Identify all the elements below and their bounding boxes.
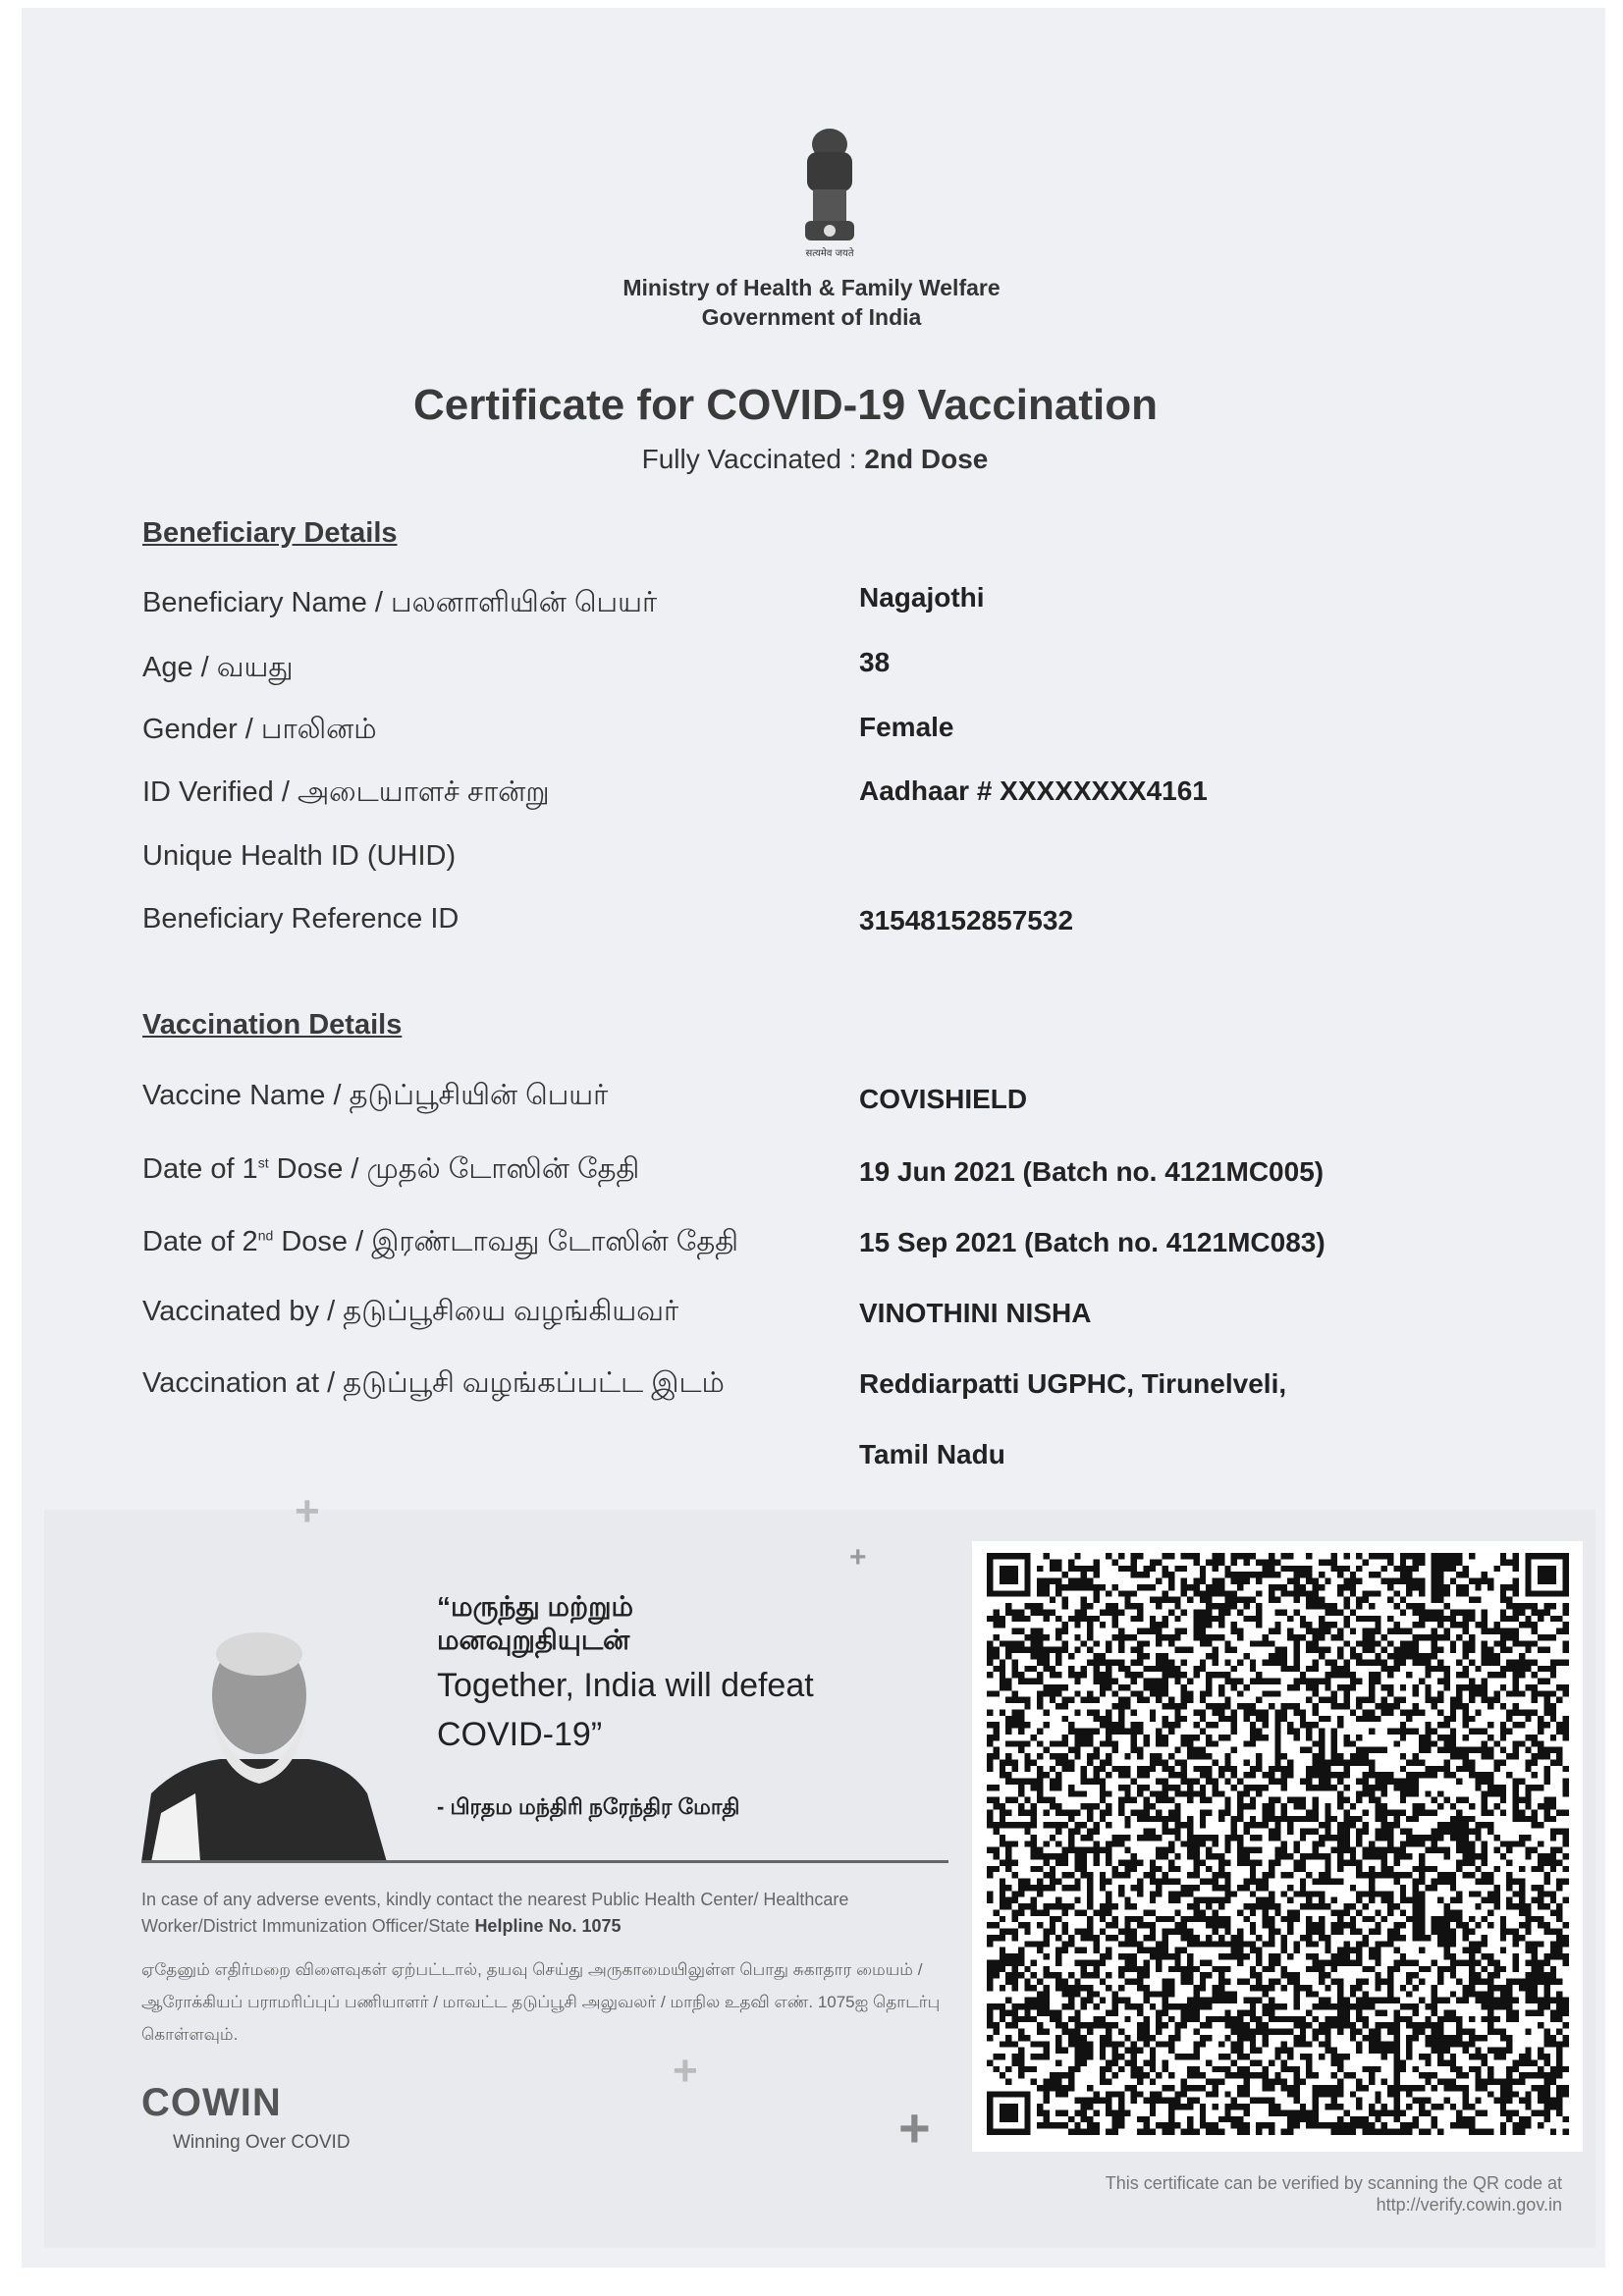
- adverse-events-notice: [141, 1887, 956, 1940]
- adverse-events-notice-tamil: ஏதேனும் எதிர்மறை விளைவுகள் ஏற்பட்டால், தயவு செய்து அருகாமையிலுள்ள பொது சுகாதார மையம் / ஆரோக்கியப் பராமரிப்புப் பணியாளர் / மாவட்ட தடுப்பூசி அலுவலர் / மாநில உதவி எண். 1075ஐ தொடர்பு கொள்ளவும்.: [141, 1960, 941, 2044]
- beneficiary-name-label: Beneficiary Name / பலனாளியின் பெயர்: [142, 587, 658, 618]
- dose1-label-text: Date of 1: [142, 1153, 258, 1185]
- divider: [141, 1860, 948, 1863]
- plus-decoration-icon: +: [898, 2097, 931, 2159]
- gender-label: Gender / பாலினம்: [142, 714, 377, 745]
- national-emblem-icon: [785, 123, 874, 260]
- id-verified-value: Aadhaar # XXXXXXXX4161: [859, 775, 1208, 806]
- vaccinated-by-value: VINOTHINI NISHA: [859, 1298, 1092, 1328]
- vaccination-at-value: Reddiarpatti UGPHC, Tirunelveli,: [859, 1368, 1287, 1399]
- vaccinated-by-label: Vaccinated by / தடுப்பூசியை வழங்கியவர்: [142, 1296, 679, 1327]
- certificate-title: Certificate for COVID-19 Vaccination: [413, 381, 1158, 429]
- status-label: Fully Vaccinated :: [641, 444, 865, 474]
- beneficiary-name-value: Nagajothi: [859, 582, 985, 613]
- quote-tamil-line2: மனவுறுதியுடன்: [437, 1625, 630, 1655]
- plus-decoration-icon: +: [849, 1541, 867, 1574]
- quote-attribution: - பிரதம மந்திரி நரேந்திர மோதி: [437, 1794, 740, 1819]
- helpline-number: Helpline No. 1075: [474, 1916, 622, 1936]
- qr-modules: [987, 1553, 1569, 2135]
- government-name: Government of India: [701, 304, 922, 330]
- vaccination-details-heading: Vaccination Details: [142, 1009, 403, 1041]
- adverse-events-text: In case of any adverse events, kindly contact the nearest Public Health Center/ Healthcare Worker/District Immunization Officer/State: [141, 1890, 849, 1936]
- quote-tamil-line1: “மருந்து மற்றும்: [437, 1591, 634, 1622]
- ministry-name: Ministry of Health & Family Welfare: [622, 275, 1001, 300]
- dose2-label-text: Date of 2: [142, 1226, 258, 1257]
- verify-instructions: This certificate can be verified by scanning the QR code at: [1105, 2173, 1562, 2193]
- id-verified-label: ID Verified / அடையாளச் சான்று: [142, 776, 550, 808]
- vaccination-status: [0, 444, 1623, 475]
- vaccination-at-label: Vaccination at / தடுப்பூசி வழங்கப்பட்ட இடம்: [142, 1367, 725, 1399]
- verification-qr-code: [987, 1553, 1569, 2135]
- dose1-label-sup: st: [257, 1154, 269, 1171]
- verification-note: [1106, 2172, 1562, 2216]
- dose1-date-label: [142, 1153, 639, 1189]
- dose1-label-rest: Dose / முதல் டோஸின் தேதி: [268, 1153, 640, 1185]
- dose2-date-value: 15 Sep 2021 (Batch no. 4121MC083): [859, 1227, 1325, 1257]
- gender-value: Female: [859, 712, 954, 742]
- vaccine-name-value: COVISHIELD: [859, 1084, 1028, 1114]
- vaccine-name-label: Vaccine Name / தடுப்பூசியின் பெயர்: [142, 1080, 609, 1111]
- plus-decoration-icon: +: [673, 2047, 698, 2095]
- cowin-logo: COWIN: [141, 2081, 282, 2124]
- age-label: Age / வயது: [142, 652, 294, 683]
- dose1-date-value: 19 Jun 2021 (Batch no. 4121MC005): [859, 1156, 1325, 1187]
- pm-quote: [437, 1590, 814, 1755]
- beneficiary-details-heading: Beneficiary Details: [142, 517, 398, 549]
- verify-url: http://verify.cowin.gov.in: [1376, 2195, 1562, 2215]
- cowin-tagline: Winning Over COVID: [173, 2132, 351, 2153]
- dose2-label-rest: Dose / இரண்டாவது டோஸின் தேதி: [273, 1226, 739, 1257]
- vaccination-at-state: Tamil Nadu: [859, 1439, 1005, 1469]
- uhid-label: Unique Health ID (UHID): [142, 840, 457, 872]
- plus-decoration-icon: +: [295, 1487, 320, 1535]
- quote-english-line1: Together, India will defeat: [437, 1667, 814, 1704]
- dose2-label-sup: nd: [257, 1227, 274, 1244]
- prime-minister-photo: [141, 1627, 387, 1862]
- reference-id-label: Beneficiary Reference ID: [142, 903, 460, 934]
- quote-english-line2: COVID-19”: [437, 1716, 603, 1753]
- emblem-motto: सत्यमेव जयते: [805, 248, 854, 259]
- dose2-date-label: [142, 1226, 738, 1261]
- age-value: 38: [859, 647, 891, 677]
- status-value: 2nd Dose: [864, 444, 989, 474]
- reference-id-value: 31548152857532: [859, 905, 1074, 935]
